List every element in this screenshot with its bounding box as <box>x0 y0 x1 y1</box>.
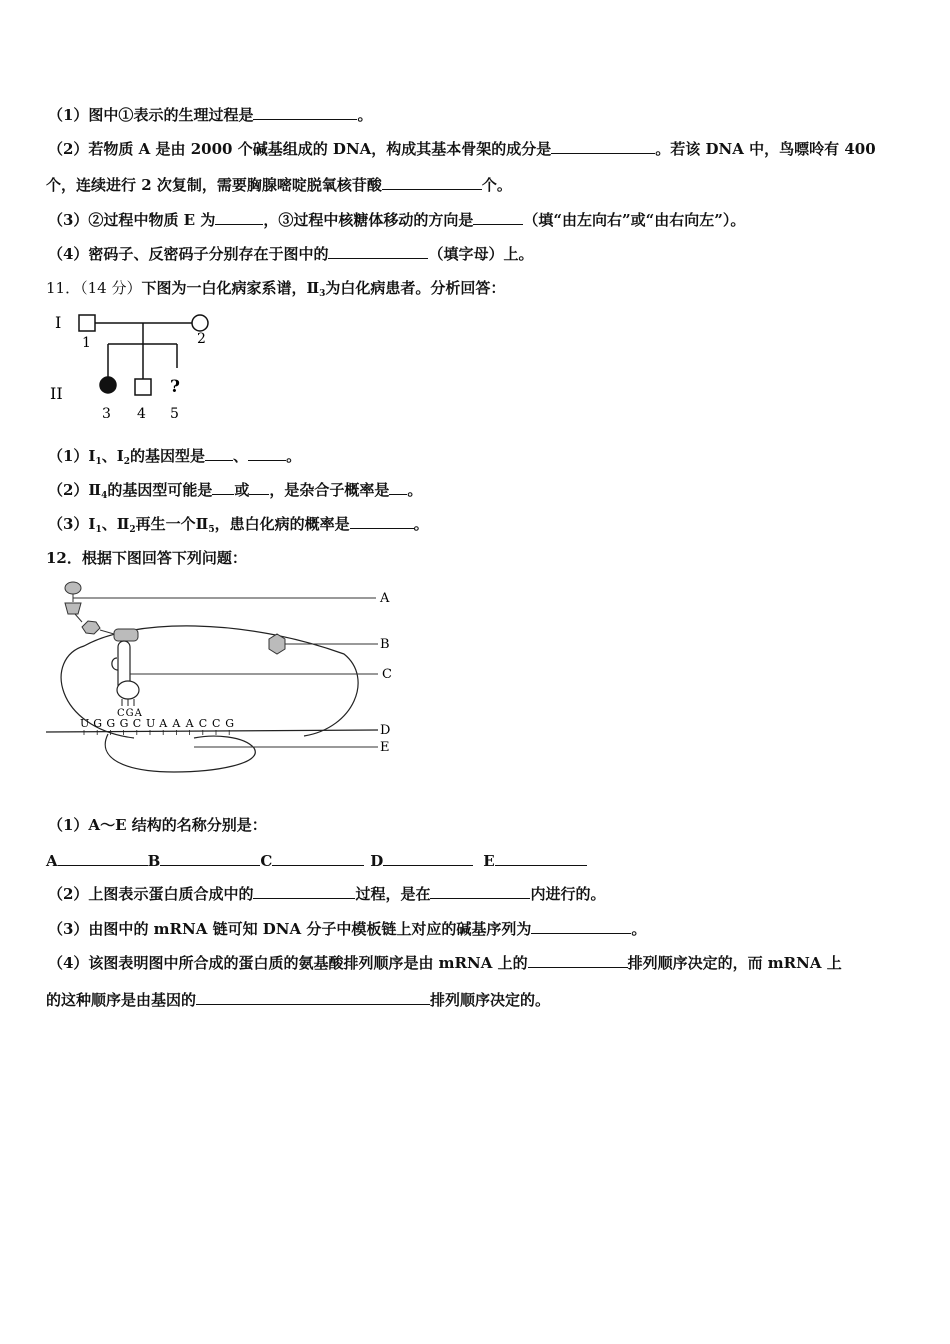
answer-blank-e[interactable] <box>495 850 587 866</box>
answer-blank[interactable] <box>473 209 523 225</box>
answer-blank[interactable] <box>249 479 269 495</box>
amino-acid-1 <box>65 582 81 594</box>
answer-blank[interactable] <box>212 479 234 495</box>
trna-anticodon-loop <box>117 681 139 699</box>
answer-blank-b[interactable] <box>160 850 260 866</box>
individual-number: 5 <box>170 406 179 422</box>
answer-blank-d[interactable] <box>383 850 473 866</box>
answer-blank[interactable] <box>551 138 655 154</box>
mrna-base: G <box>93 717 102 730</box>
amino-acid-4 <box>114 629 138 641</box>
small-subunit-outline <box>105 734 255 772</box>
q10-part1: （1）图中①表示的生理过程是 。 <box>48 106 373 124</box>
q10-part2: （2）若物质 A 是由 2000 个碱基组成的 DNA，构成其基本骨架的成分是 。若该 DNA 中，鸟嘌呤有 400 <box>48 140 876 158</box>
individual-number: 4 <box>137 406 146 422</box>
female-unaffected-2 <box>192 315 208 331</box>
answer-blank[interactable] <box>253 883 355 899</box>
mrna-base: U <box>146 717 156 730</box>
q10-part2-cont: 个，连续进行 2 次复制，需要胸腺嘧啶脱氧核苷酸 个。 <box>46 176 512 194</box>
q10-part3: （3）②过程中物质 E 为 ，③过程中核糖体移动的方向是 （填“由左向右”或“由右向左”）。 <box>48 211 746 229</box>
individual-number: 1 <box>82 335 91 351</box>
label-b: B <box>380 637 390 652</box>
q12-part2: （2）上图表示蛋白质合成中的 过程，是在 内进行的。 <box>48 885 606 903</box>
answer-blank[interactable] <box>328 243 428 259</box>
mrna-base: U <box>80 717 90 730</box>
answer-blank-a[interactable] <box>58 850 148 866</box>
mrna-strand <box>46 730 378 732</box>
q12-part4-cont: 的这种顺序是由基因的 排列顺序决定的。 <box>46 991 551 1009</box>
answer-blank[interactable] <box>253 104 357 120</box>
answer-blank-c[interactable] <box>272 850 364 866</box>
free-amino-acid <box>269 634 285 654</box>
amino-acid-2 <box>65 603 81 614</box>
q10-part4: （4）密码子、反密码子分别存在于图中的 （填字母）上。 <box>48 245 534 263</box>
label-c: C <box>382 667 392 682</box>
label-a: A <box>380 591 390 606</box>
mrna-bases <box>80 717 234 735</box>
answer-blank[interactable] <box>215 209 263 225</box>
answer-blank[interactable] <box>528 952 628 968</box>
pedigree-chart <box>44 306 224 424</box>
answer-blank[interactable] <box>196 989 430 1005</box>
answer-blank[interactable] <box>430 883 530 899</box>
unknown-mark: ? <box>170 377 180 397</box>
individual-number: 3 <box>102 406 111 422</box>
q12-part3: （3）由图中的 mRNA 链可知 DNA 分子中模板链上对应的碱基序列为 。 <box>48 920 647 938</box>
male-unaffected-4 <box>135 379 151 395</box>
q11-part3: $(3)Ⅰ_1$、$Ⅱ_2$再生一个$Ⅱ_5$，患白化病的概率是 。 <box>48 515 429 535</box>
peptide-bond <box>100 630 114 634</box>
anticodon-text: CGA <box>117 708 143 719</box>
q12-part1-blanks: A B C D E <box>46 850 587 871</box>
q12-part4: （4）该图表明图中所合成的蛋白质的氨基酸排列顺序是由 mRNA 上的 排列顺序决定的，而 mRNA 上 <box>48 954 842 972</box>
mrna-base: A <box>185 717 194 730</box>
q11-part1: $(1)Ⅰ_1$、$Ⅰ_2$的基因型是 、 。 <box>48 447 302 467</box>
label-e: E <box>380 740 390 755</box>
amino-acid-3 <box>82 621 100 634</box>
mrna-base: G <box>106 717 116 730</box>
q12-part1: （1）A～E 结构的名称分别是： <box>48 816 267 834</box>
mrna-base: A <box>159 717 168 730</box>
mrna-base: G <box>119 717 129 730</box>
male-unaffected-1 <box>79 315 95 331</box>
mrna-base: A <box>172 717 181 730</box>
answer-blank[interactable] <box>531 918 631 934</box>
q12-title: 12．根据下图回答下列问题： <box>46 549 247 567</box>
answer-blank[interactable] <box>382 174 482 190</box>
label-d: D <box>380 723 391 738</box>
translation-diagram <box>44 578 404 778</box>
peptide-bond <box>75 614 82 622</box>
answer-blank[interactable] <box>350 513 414 529</box>
individual-number: 2 <box>197 331 206 347</box>
mrna-base: G <box>225 717 234 730</box>
mrna-base: C <box>212 717 221 730</box>
answer-blank[interactable] <box>205 445 233 461</box>
answer-blank[interactable] <box>389 479 407 495</box>
generation-label: I <box>55 313 62 332</box>
mrna-base: C <box>132 717 142 730</box>
trna-loop <box>112 658 118 670</box>
answer-blank[interactable] <box>248 445 286 461</box>
q11-title: 11．（14 分）下图为一白化病家系谱，$Ⅱ_3$为白化病患者。分析回答： <box>46 279 506 299</box>
mrna-base: C <box>198 717 208 730</box>
generation-label: II <box>50 384 63 403</box>
q11-part2: $(2)Ⅱ_4$的基因型可能是 或 ，是杂合子概率是 。 <box>48 481 423 501</box>
female-affected-3 <box>100 377 116 393</box>
